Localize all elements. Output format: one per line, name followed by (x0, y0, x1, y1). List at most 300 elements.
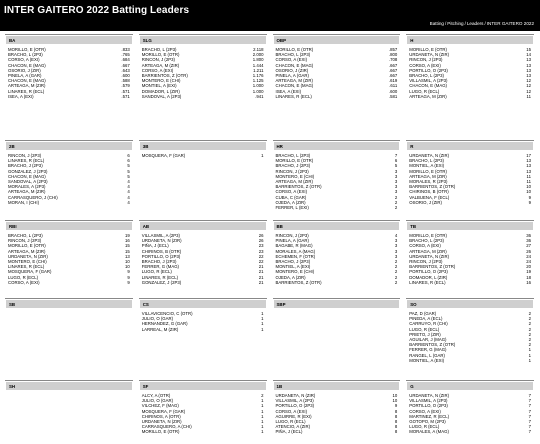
player-name[interactable]: LINARES, R (ECL) (275, 93, 312, 99)
stat-value: 23 (258, 248, 264, 254)
player-name[interactable]: FERRER, G (MAG) (141, 264, 179, 270)
breadcrumb-leaders[interactable]: Leaders (466, 21, 484, 26)
panel-header[interactable]: SBP (274, 300, 400, 308)
player-name[interactable]: CORSO, A (EXI) (275, 57, 308, 63)
player-name[interactable]: PORTILLO, O (2P3) (409, 403, 448, 409)
player-name[interactable]: ARTEAGA, M (ZIR) (409, 248, 447, 254)
player-name[interactable]: LUGO, R (ECL) (141, 269, 172, 275)
leader-entry[interactable] (142, 429, 264, 434)
player-name[interactable]: PORTILLO, O (2P3) (141, 253, 181, 259)
stat-value: 3 (394, 184, 398, 190)
leader-entry[interactable] (409, 200, 531, 205)
player-name[interactable]: GONZALEZ, J (2P3) (141, 279, 182, 285)
player-name[interactable]: MORILLO, E (OTR) (8, 243, 46, 249)
stat-value: .611 (389, 83, 398, 89)
leader-panel-2b (5, 140, 133, 216)
stat-value: 16 (124, 238, 130, 244)
player-name[interactable]: MONTIEL, A (EXI) (141, 83, 177, 89)
player-name[interactable]: BRACHO, L (2P3) (8, 52, 43, 58)
panel-header[interactable]: SLG (140, 36, 266, 44)
player-name[interactable]: MORAN, I (CHI) (8, 199, 40, 205)
leader-panel-so (406, 298, 534, 376)
player-name[interactable]: ARTEAGA, M (ZIR) (409, 93, 447, 99)
stat-value: 3 (394, 168, 398, 174)
player-name[interactable]: CHACON, E (MAG) (8, 62, 46, 68)
stat-value: 22 (258, 253, 264, 259)
panel-header[interactable]: TB (407, 222, 533, 230)
player-name[interactable]: PINELA, A (GAR) (8, 72, 42, 78)
player-name[interactable]: LINARES, R (ECL) (8, 264, 45, 270)
player-name[interactable]: RINCON, J (2P3) (409, 57, 443, 63)
stat-value: .708 (388, 57, 398, 63)
stat-value: 1 (261, 413, 264, 419)
player-name[interactable]: PAZ, D (GAR) (409, 311, 437, 316)
player-name[interactable]: CHACON, E (MAG) (275, 83, 314, 89)
player-name[interactable]: MORILLO, E (OTR) (409, 168, 447, 174)
player-name[interactable]: BRACHO, J (2P3) (8, 163, 43, 169)
stat-value: .667 (388, 62, 398, 68)
leader-panel-tb (406, 220, 534, 294)
player-name[interactable]: FERRER, L (EXI) (275, 204, 309, 210)
panel-header[interactable]: OBP (274, 36, 400, 44)
player-name[interactable]: VILCHEZ, F (MAG) (141, 403, 179, 409)
leaders-row (5, 380, 534, 440)
panel-list (406, 230, 534, 285)
leader-entry[interactable] (142, 94, 264, 99)
panel-list (5, 230, 133, 285)
player-name[interactable]: BARRIENTOS, Z (OTR) (275, 279, 322, 285)
stat-value: 2 (394, 279, 398, 285)
player-name[interactable]: URDANETA, N (ZIR) (409, 393, 450, 398)
player-name[interactable]: MONTERO, E (CHI) (141, 78, 181, 84)
breadcrumb-current: INTER GAITERO 2022 (486, 21, 534, 26)
stat-value: .684 (121, 57, 130, 63)
stat-value: 8 (394, 418, 398, 424)
stat-value: 1 (261, 424, 264, 430)
stat-value: 6 (127, 158, 130, 164)
stat-value: 6 (394, 158, 398, 164)
stat-value: 7 (528, 413, 531, 419)
player-name[interactable]: CARRUYO, R (CHI) (409, 321, 448, 327)
player-name[interactable]: VILLASMIL, A (2P3) (409, 78, 448, 84)
panel-header[interactable]: SH (6, 382, 132, 390)
leaders-row (5, 220, 534, 294)
panel-header[interactable]: HR (274, 142, 400, 150)
stat-value: 10 (124, 264, 130, 270)
player-name[interactable]: JULIO, O (GAR) (141, 398, 174, 404)
panel-header[interactable]: H (407, 36, 533, 44)
player-name[interactable]: BRACHO, L (2P3) (409, 238, 444, 244)
player-name[interactable]: VILLASMIL, A (2P3) (409, 398, 448, 404)
player-name[interactable]: FERRER, G (MAG) (409, 347, 447, 353)
player-name[interactable]: BRACHO, L (2P3) (275, 52, 311, 58)
leader-panel-1b (273, 380, 401, 440)
panel-header[interactable]: BA (6, 36, 132, 44)
player-name[interactable]: VILLASMIL, A (2P3) (141, 233, 180, 238)
player-name[interactable]: MONTERO, E (CHI) (275, 269, 315, 275)
player-name[interactable]: MONTIEL, A (EXI) (409, 357, 445, 363)
player-name[interactable]: LARREAL, M (ZIR) (141, 326, 179, 332)
stat-value: 13 (526, 62, 531, 68)
stat-value: .800 (388, 52, 398, 58)
breadcrumb-batting[interactable]: Batting (429, 21, 444, 26)
stat-value: 3 (394, 238, 398, 244)
stat-value: 9 (528, 194, 531, 200)
leader-panel-sh (5, 380, 133, 440)
player-name[interactable]: ECHEMEN, F (OTR) (275, 253, 316, 259)
panel-list (5, 308, 133, 311)
panel-list (139, 150, 267, 158)
panel-header[interactable]: CS (140, 300, 266, 308)
panel-list (273, 308, 401, 311)
stat-value: 4 (394, 233, 398, 238)
player-name[interactable]: BARRIENTOS, Z (OTR) (409, 264, 456, 270)
stat-value: .667 (388, 72, 398, 78)
player-name[interactable]: BRACHO, J (2P3) (275, 258, 311, 264)
player-name[interactable]: RINCON, J (2P3) (275, 233, 309, 238)
panel-header[interactable]: 2B (6, 142, 132, 150)
player-name[interactable]: DOMADOR, L (ZIR) (141, 88, 180, 94)
player-name[interactable]: CHIRINOS, B (OTR) (409, 189, 449, 195)
player-name[interactable]: MORILLO, E (OTR) (275, 158, 314, 164)
stat-value: 2 (394, 264, 398, 270)
stat-value: 2 (261, 393, 264, 398)
stat-value: 11 (526, 93, 531, 99)
player-name[interactable]: MOSQUERA, F (GAR) (8, 269, 52, 275)
stat-value: 10 (526, 189, 531, 195)
panel-list (406, 390, 534, 435)
player-name[interactable]: BRACHO, J (2P3) (275, 163, 311, 169)
player-name[interactable]: ARTEAGA, M (ZIR) (8, 189, 46, 195)
player-name[interactable]: CHACON, E (MAG) (409, 83, 447, 89)
player-name[interactable]: ISEA, A (EXI) (275, 88, 302, 94)
player-name[interactable]: CORSO, A (EXI) (409, 243, 441, 249)
player-name[interactable]: LUGO, R (ECL) (8, 274, 39, 280)
player-name[interactable]: ARTEAGA, M (ZIR) (275, 78, 313, 84)
player-name[interactable]: URDANETA, N (ZIR) (409, 153, 450, 158)
panel-header[interactable]: SF (140, 382, 266, 390)
panel-header[interactable]: BB (274, 222, 400, 230)
stat-value: 1 (261, 403, 264, 409)
panel-header[interactable]: SO (407, 300, 533, 308)
panel-list (5, 44, 133, 99)
player-name[interactable]: OJEDA, A (ZIR) (275, 274, 306, 280)
player-name[interactable]: SANDOVAL, A (2P3) (8, 178, 48, 184)
leader-entry[interactable] (8, 200, 130, 205)
breadcrumb-separator: / (464, 21, 466, 26)
panel-list (273, 44, 401, 99)
player-name[interactable]: PORTILLO, O (2P3) (275, 403, 315, 409)
stat-value: 9 (394, 403, 398, 409)
leaders-row (5, 140, 534, 216)
leader-entry[interactable] (142, 280, 264, 285)
player-name[interactable]: PINELA, A (GAR) (275, 72, 309, 78)
stat-value: .643 (121, 67, 130, 73)
stat-value: 3 (394, 173, 398, 179)
panel-header[interactable]: R (407, 142, 533, 150)
stat-value: 13 (526, 72, 531, 78)
player-name[interactable]: CUBA, C (GAR) (275, 194, 307, 200)
player-name[interactable]: CORSO, A (EXI) (409, 408, 441, 414)
stat-value: 13 (526, 67, 531, 73)
player-name[interactable]: HERNANDEZ, G (GAR) (141, 321, 188, 327)
player-name[interactable]: RINCON, J (2P3) (409, 258, 443, 264)
player-name[interactable]: OJEDA, A (ZIR) (275, 199, 306, 205)
player-name[interactable]: ARTEAGA, M (ZIR) (8, 248, 46, 254)
player-name[interactable]: ATENCIO, A (ZIR) (275, 424, 311, 430)
player-name[interactable]: DOMADOR, L (ZIR) (409, 274, 448, 280)
player-name[interactable]: MOSQUERA, F (GAR) (141, 153, 186, 158)
player-name[interactable]: AGUILAR, J (MAG) (409, 336, 447, 342)
panel-header[interactable]: AB (140, 222, 266, 230)
stat-value: 3 (394, 253, 398, 259)
player-name[interactable]: CORSO, A (EXI) (275, 189, 308, 195)
player-name[interactable]: PRIETO, J (ZIR) (409, 331, 441, 337)
player-name[interactable]: PINEDA, A (ECL) (409, 316, 443, 322)
panel-header[interactable]: SB (6, 300, 132, 308)
panel-header[interactable]: G (407, 382, 533, 390)
player-name[interactable]: VALBUENA, F (ECL) (409, 194, 450, 200)
stat-value: .581 (388, 93, 398, 99)
leader-panel-h (406, 34, 534, 136)
player-name[interactable]: LINARES, R (ECL) (8, 88, 45, 94)
stat-value: 24 (526, 258, 531, 264)
leader-entry[interactable] (409, 280, 531, 285)
stat-value: 10 (526, 184, 531, 190)
stat-value: 26 (258, 238, 264, 244)
player-name[interactable]: AGUIRRE, R (EXI) (275, 413, 312, 419)
player-name[interactable]: URDANETA, N (ZIR) (141, 418, 182, 424)
stat-value: .857 (388, 47, 398, 52)
stat-value: 1 (261, 316, 264, 322)
player-name[interactable]: BRACHO, L (2P3) (275, 153, 311, 158)
panel-list (406, 308, 534, 363)
player-name[interactable]: ARTEAGA, M (ZIR) (8, 83, 46, 89)
stat-value: 13 (526, 163, 531, 169)
player-name[interactable]: CORSO, A (EXI) (8, 57, 40, 63)
player-name[interactable]: MONTIEL, A (EXI) (409, 163, 445, 169)
stat-value: 7 (528, 403, 531, 409)
breadcrumb-pitching[interactable]: Pitching (447, 21, 464, 26)
player-name[interactable]: OSORIO, J (ZIR) (275, 67, 309, 73)
player-name[interactable]: BRACHO, L (2P3) (409, 158, 444, 164)
leader-entry[interactable] (142, 153, 264, 158)
stat-value: 16 (526, 279, 531, 285)
stat-value: 15 (124, 248, 130, 254)
player-name[interactable]: BRACHO, L (2P3) (8, 233, 43, 238)
stat-value: 5 (127, 168, 130, 174)
player-name[interactable]: MONTIEL, A (EXI) (275, 264, 311, 270)
player-name[interactable]: PIÑA, J (ECL) (141, 243, 169, 249)
stat-value: 1 (528, 347, 531, 353)
player-name[interactable]: LUGO, R (ECL) (409, 326, 440, 332)
player-name[interactable]: CHACON, E (MAG) (8, 78, 46, 84)
player-name[interactable]: URDANETA, N (ZIR) (141, 238, 182, 244)
player-name[interactable]: URDANETA, N (ZIR) (275, 393, 316, 398)
panel-header[interactable]: 3B (140, 142, 266, 150)
stat-value: 7 (528, 429, 531, 435)
player-name[interactable]: MONTERO, E (CHI) (275, 173, 315, 179)
panel-list (139, 308, 267, 332)
stat-value: 4 (127, 184, 130, 190)
player-name[interactable]: URDANETA, N (ZIR) (409, 52, 450, 58)
stat-value: 2 (528, 336, 531, 342)
player-name[interactable]: MORILLO, E (OTR) (275, 47, 314, 52)
stat-value: 15 (124, 243, 130, 249)
player-name[interactable]: PORTILLO, O (2P3) (409, 67, 448, 73)
player-name[interactable]: BRACHO, L (2P3) (409, 72, 444, 78)
player-name[interactable]: RINCON, J (2P3) (275, 168, 309, 174)
leader-entry[interactable] (409, 429, 531, 434)
player-name[interactable]: MORALES, R (2P3) (409, 178, 448, 184)
player-name[interactable]: RINCON, J (2P3) (8, 238, 42, 244)
stat-value: .667 (388, 67, 398, 73)
player-name[interactable]: VILLASMIL, A (2P3) (275, 398, 314, 404)
player-name[interactable]: RANGEL, L (GAR) (409, 352, 445, 358)
stat-value: 21 (258, 264, 264, 270)
stat-value: 2.118 (253, 47, 264, 52)
player-name[interactable]: ARTEAGA, M (ZIR) (141, 62, 180, 68)
stat-value: 3 (394, 243, 398, 249)
leader-entry[interactable] (409, 94, 531, 99)
player-name[interactable]: URDANETA, N (ZIR) (409, 253, 450, 259)
player-name[interactable]: MARTINEZ, R (ECL) (409, 413, 450, 419)
stat-value: .588 (121, 78, 130, 84)
player-name[interactable]: CARRASQUERO, J (CHI) (8, 194, 58, 200)
stat-value: 7 (394, 153, 398, 158)
panel-list (273, 390, 401, 435)
player-name[interactable]: URDANETA, N (ZIR) (8, 253, 48, 259)
panel-header[interactable]: RBI (6, 222, 132, 230)
stat-value: .667 (121, 62, 130, 68)
player-name[interactable]: BARRIENTOS, Z (OTR) (275, 184, 322, 190)
player-name[interactable]: MORALES, A (MAG) (275, 248, 316, 254)
stat-value: 12 (526, 78, 531, 84)
stat-value: 21 (258, 269, 264, 275)
player-name[interactable]: RINCON, J (2P3) (141, 57, 175, 63)
stat-value: 2 (528, 311, 531, 316)
player-name[interactable]: CARRASQUERO, A (CHI) (141, 424, 192, 430)
stat-value: 1 (261, 311, 264, 316)
panel-list (273, 230, 401, 285)
player-name[interactable]: CHACON, E (MAG) (275, 62, 314, 68)
panel-list (5, 150, 133, 205)
player-name[interactable]: JULIO, O (GAR) (141, 316, 174, 322)
player-name[interactable]: ISEA, A (EXI) (8, 93, 34, 99)
player-name[interactable]: CORSO, A (EXI) (409, 62, 441, 68)
stat-value: 2 (394, 274, 398, 280)
leader-entry[interactable] (276, 205, 398, 210)
player-name[interactable]: MONTERO, E (CHI) (8, 258, 47, 264)
stat-value: 2 (528, 316, 531, 322)
breadcrumb (430, 21, 534, 26)
stat-value: 1.125 (252, 78, 264, 84)
player-name[interactable]: CORSO, A (EXI) (8, 279, 40, 285)
stat-value: .600 (388, 88, 398, 94)
player-name[interactable]: ARTEAGA, M (ZIR) (409, 173, 447, 179)
player-name[interactable]: MORILLO, E (OTR) (8, 47, 46, 52)
stat-value: 2 (528, 321, 531, 327)
player-name[interactable]: OSORIO, J (ZIR) (8, 67, 41, 73)
panel-header[interactable]: 1B (274, 382, 400, 390)
player-name[interactable]: MORALES, A (2P3) (8, 184, 46, 190)
player-name[interactable]: BARRIENTOS, Z (OTR) (409, 184, 456, 190)
leader-entry[interactable] (8, 280, 130, 285)
player-name[interactable]: ALCY, A (OTR) (141, 393, 171, 398)
leader-entry[interactable] (142, 327, 264, 332)
player-name[interactable]: BRACHO, L (2P3) (141, 47, 177, 52)
player-name[interactable]: CHIRINOS, B (OTR) (141, 248, 182, 254)
player-name[interactable]: CHACON, E (MAG) (8, 173, 46, 179)
player-name[interactable]: CHIRINOS, A (OTR) (141, 413, 181, 419)
leader-entry[interactable] (409, 358, 531, 363)
player-name[interactable]: CORSO, A (EXI) (275, 408, 308, 414)
player-name[interactable]: ARTEAGA, M (ZIR) (275, 178, 313, 184)
player-name[interactable]: LINARES, R (ECL) (409, 279, 446, 285)
stat-value: 4 (127, 199, 130, 205)
player-name[interactable]: MOSQUERA, F (GAR) (141, 408, 186, 414)
stat-value: 2 (394, 194, 398, 200)
stat-value: 1.800 (252, 57, 264, 63)
stat-value: 1.444 (252, 62, 264, 68)
player-name[interactable]: BRACHO, J (2P3) (141, 258, 177, 264)
stat-value: 5 (127, 163, 130, 169)
player-name[interactable]: BARRIENTOS, Z (OTR) (141, 72, 188, 78)
stat-value: 5 (394, 163, 398, 169)
player-name[interactable]: LINARES, R (ECL) (8, 158, 45, 164)
stat-value: 12 (526, 88, 531, 94)
panel-list (406, 44, 534, 99)
player-name[interactable]: BARRIENTOS, Z (OTR) (409, 342, 456, 348)
stat-value: .579 (121, 83, 130, 89)
leaders-grid (5, 34, 534, 444)
player-name[interactable]: LUGO, R (ECL) (275, 418, 306, 424)
leader-panel-3b (139, 140, 267, 216)
player-name[interactable]: PIÑA, J (ECL) (275, 429, 303, 435)
stat-value: 2 (394, 204, 398, 210)
player-name[interactable]: PINELA, A (GAR) (275, 238, 309, 244)
player-name[interactable]: MORILLO, E (OTR) (409, 233, 447, 238)
player-name[interactable]: LINARES, R (ECL) (141, 274, 179, 280)
leader-entry[interactable] (8, 94, 130, 99)
player-name[interactable]: RINCON, J (2P3) (8, 153, 42, 158)
player-name[interactable]: OSORIO, J (ZIR) (409, 199, 442, 205)
panel-list (139, 390, 267, 435)
player-name[interactable]: BAGABE, R (MAG) (275, 243, 313, 249)
player-name[interactable]: MORILLO, E (OTR) (409, 47, 447, 52)
stat-value: .765 (121, 52, 130, 58)
player-name[interactable]: GOTOPO, M (2P3) (409, 418, 446, 424)
stat-value: 7 (528, 408, 531, 414)
player-name[interactable]: LUGO, R (ECL) (409, 424, 440, 430)
stat-value: 20 (526, 264, 531, 270)
player-name[interactable]: VILLAVICENCIO, C (OTR) (141, 311, 193, 316)
leader-entry[interactable] (276, 94, 398, 99)
player-name[interactable]: CORSO, A (EXI) (141, 67, 174, 73)
player-name[interactable]: SANDOVAL, A (2P3) (141, 93, 182, 99)
stat-value: 9 (127, 274, 130, 280)
leader-entry[interactable] (276, 280, 398, 285)
leader-entry[interactable] (276, 429, 398, 434)
stat-value: 8 (394, 429, 398, 435)
player-name[interactable]: MORALES, A (MAG) (409, 429, 449, 435)
player-name[interactable]: PORTILLO, O (2P3) (409, 269, 448, 275)
player-name[interactable]: LUGO, R (ECL) (409, 88, 440, 94)
player-name[interactable]: MORILLO, E (OTR) (141, 429, 180, 435)
stat-value: 15 (526, 47, 531, 52)
player-name[interactable]: MORILLO, E (OTR) (141, 52, 180, 58)
player-name[interactable]: GONZALEZ, J (2P3) (8, 168, 48, 174)
